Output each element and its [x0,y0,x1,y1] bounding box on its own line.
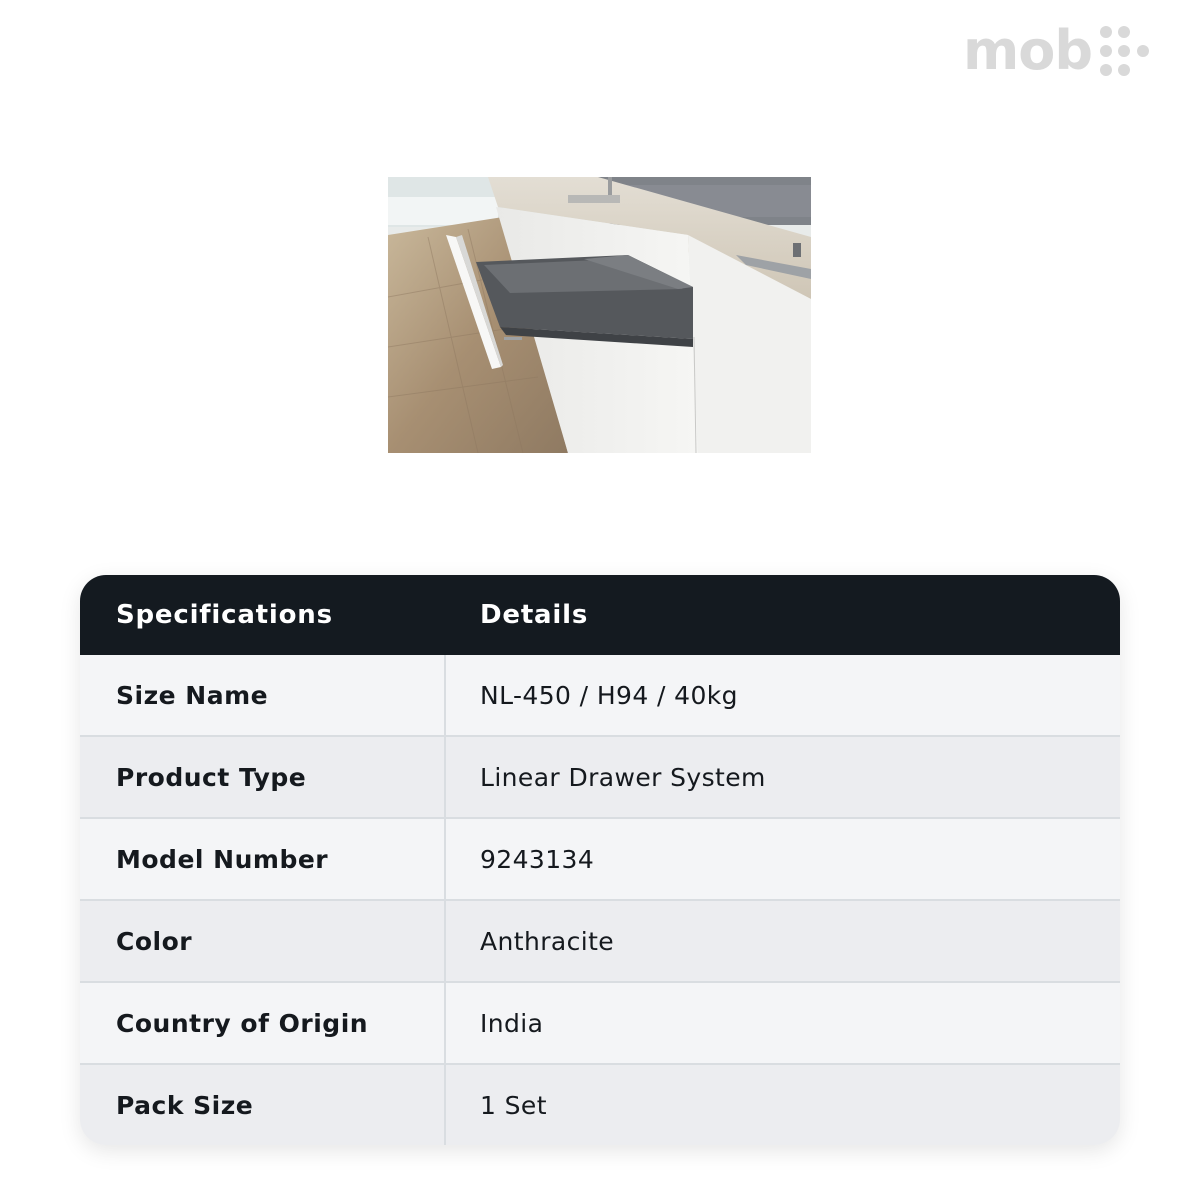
row-label: Pack Size [80,1065,446,1145]
spec-table [80,575,1120,1145]
row-label: Product Type [80,737,446,817]
row-label: Color [80,901,446,981]
row-label: Model Number [80,819,446,899]
row-value: Linear Drawer System [480,762,766,792]
brand-logo[interactable] [962,19,1152,82]
row-label: Country of Origin [80,983,446,1063]
logo-text: mob [962,19,1092,82]
table-header-row [80,575,1120,655]
row-value: India [480,1008,544,1038]
row-label: Size Name [80,655,446,735]
product-image [388,177,811,453]
table-row [80,735,1120,817]
logo-dots-icon [1098,24,1152,78]
row-value: Anthracite [480,926,615,956]
header-details: Details [480,600,589,630]
row-value: 1 Set [480,1090,547,1120]
table-row [80,981,1120,1063]
table-row [80,1063,1120,1145]
header-specifications: Specifications [116,600,333,630]
table-row [80,655,1120,735]
row-value: 9243134 [480,844,595,874]
table-row [80,899,1120,981]
table-row [80,817,1120,899]
row-value: NL-450 / H94 / 40kg [480,680,738,710]
